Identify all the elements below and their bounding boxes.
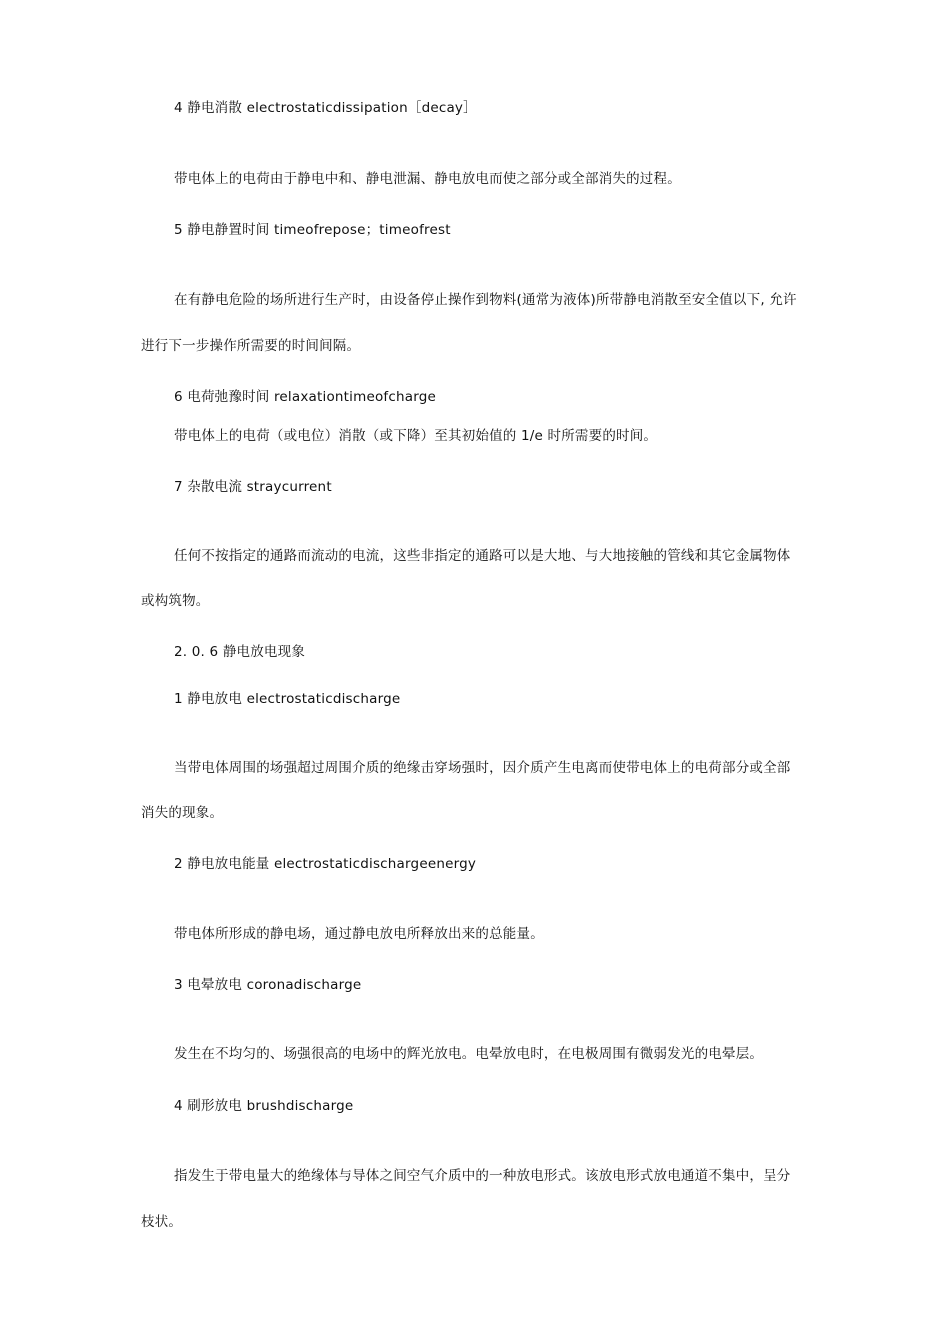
term-definition-corona-discharge: 发生在不均匀的、场强很高的电场中的辉光放电。电晕放电时，在电极周围有微弱发光的电晕层。	[174, 1046, 764, 1062]
term-definition-esd-line1: 当带电体周围的场强超过周围介质的绝缘击穿场强时，因介质产生电离而使带电体上的电荷部分或全部	[174, 760, 791, 776]
term-heading-relaxation-time: 6 电荷弛豫时间 relaxationtimeofcharge	[174, 389, 437, 405]
term-definition-stray-current-line2: 或构筑物。	[141, 593, 210, 609]
term-definition-repose-time-line1: 在有静电危险的场所进行生产时，由设备停止操作到物料(通常为液体)所带静电消散至安全值以下, 允许	[174, 292, 797, 308]
term-definition-brush-discharge-line1: 指发生于带电量大的绝缘体与导体之间空气介质中的一种放电形式。该放电形式放电通道不集中，呈分	[174, 1168, 791, 1184]
term-heading-esd: 1 静电放电 electrostaticdischarge	[174, 691, 401, 707]
term-definition-stray-current-line1: 任何不按指定的通路而流动的电流，这些非指定的通路可以是大地、与大地接触的管线和其它金属物体	[174, 548, 791, 564]
term-heading-repose-time: 5 静电静置时间 timeofrepose；timeofrest	[174, 222, 451, 238]
term-heading-dissipation: 4 静电消散 electrostaticdissipation［decay］	[174, 100, 477, 116]
term-heading-corona-discharge: 3 电晕放电 coronadischarge	[174, 977, 362, 993]
term-definition-dissipation: 带电体上的电荷由于静电中和、静电泄漏、静电放电而使之部分或全部消失的过程。	[174, 171, 681, 187]
term-heading-esd-energy: 2 静电放电能量 electrostaticdischargeenergy	[174, 856, 477, 872]
section-heading-esd-phenomena: 2. 0. 6 静电放电现象	[174, 644, 306, 660]
term-definition-brush-discharge-line2: 枝状。	[141, 1214, 183, 1230]
term-definition-esd-energy: 带电体所形成的静电场，通过静电放电所释放出来的总能量。	[174, 926, 544, 942]
term-definition-esd-line2: 消失的现象。	[141, 805, 224, 821]
term-definition-repose-time-line2: 进行下一步操作所需要的时间间隔。	[141, 338, 361, 354]
term-heading-brush-discharge: 4 刷形放电 brushdischarge	[174, 1098, 354, 1114]
term-definition-relaxation-time: 带电体上的电荷（或电位）消散（或下降）至其初始值的 1/e 时所需要的时间。	[174, 428, 658, 444]
term-heading-stray-current: 7 杂散电流 straycurrent	[174, 479, 332, 495]
